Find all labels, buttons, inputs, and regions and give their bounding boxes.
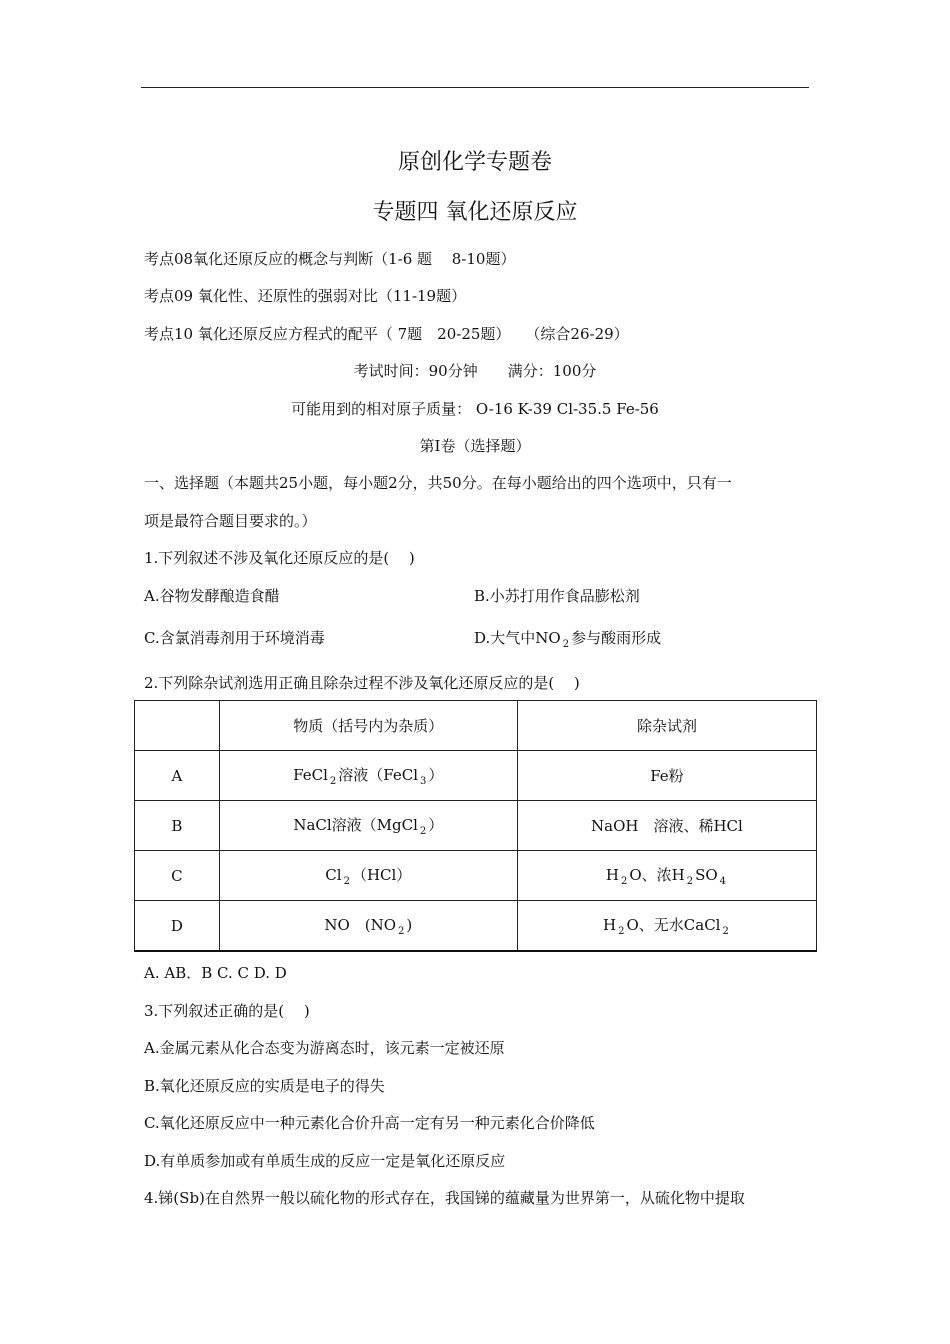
table-row bbox=[135, 851, 817, 901]
substance-cell: NaCl溶液（MgCl $_2$ ） bbox=[219, 801, 517, 851]
top-rule bbox=[141, 87, 809, 88]
reagent-cell: H $_2$ O、浓H $_2$ SO $_4$ bbox=[517, 851, 816, 901]
q3-option-c: C.氧化还原反应中一种元素化合价升高一定有另一种元素化合价降低 bbox=[144, 1114, 595, 1132]
exam-point-09: 考点09 氧化性、还原性的强弱对比（11-19题） bbox=[144, 287, 467, 305]
q3-option-b: B.氧化还原反应的实质是电子的得失 bbox=[144, 1077, 385, 1095]
exam-point-10: 考点10 氧化还原反应方程式的配平（ 7题 20-25题） （综合26-29） bbox=[144, 325, 629, 343]
doc-title: 原创化学专题卷 bbox=[397, 150, 552, 175]
row-label: C bbox=[135, 851, 220, 901]
header-reagent: 除杂试剂 bbox=[517, 701, 816, 751]
q1-stem: 1.下列叙述不涉及氧化还原反应的是( ) bbox=[144, 549, 415, 567]
reagent-cell: NaOH 溶液、稀HCl bbox=[517, 801, 816, 851]
part-title: 第I卷（选择题） bbox=[419, 437, 531, 455]
q2-options: A. AB．B C. C D. D bbox=[144, 964, 287, 982]
reagent-cell: H $_2$ O、无水CaCl $_2$ bbox=[517, 901, 816, 952]
section-instructions-1: 一、选择题（本题共25小题，每小题2分，共50分。在每小题给出的四个选项中，只有一 bbox=[144, 474, 732, 492]
row-label: B bbox=[135, 801, 220, 851]
reagent-cell: Fe粉 bbox=[517, 751, 816, 801]
row-label: A bbox=[135, 751, 220, 801]
table-cell bbox=[135, 701, 220, 751]
q2-table bbox=[134, 700, 817, 952]
doc-subtitle: 专题四 氧化还原反应 bbox=[372, 200, 578, 225]
substance-cell: Cl $_2$ （HCl） bbox=[219, 851, 517, 901]
q1-option-a: A.谷物发酵酿造食醋 bbox=[144, 587, 280, 605]
q1-option-b: B.小苏打用作食品膨松剂 bbox=[474, 587, 640, 605]
exam-time: 考试时间：90分钟 满分：100分 bbox=[353, 362, 597, 380]
section-instructions-2: 项是最符合题目要求的。） bbox=[144, 512, 317, 530]
table-row bbox=[135, 751, 817, 801]
q3-stem: 3.下列叙述正确的是( ) bbox=[144, 1002, 310, 1020]
header-substance: 物质（括号内为杂质） bbox=[219, 701, 517, 751]
q3-option-d: D.有单质参加或有单质生成的反应一定是氧化还原反应 bbox=[144, 1152, 506, 1170]
exam-point-08: 考点08氧化还原反应的概念与判断（1-6 题 8-10题） bbox=[144, 250, 516, 268]
substance-cell: NO (NO $_2$ ) bbox=[219, 901, 517, 952]
row-label: D bbox=[135, 901, 220, 952]
substance-cell: FeCl $_2$ 溶液（FeCl $_3$ ） bbox=[219, 751, 517, 801]
table-row bbox=[135, 801, 817, 851]
q4-stem: 4.锑(Sb)在自然界一般以硫化物的形式存在，我国锑的蕴藏量为世界第一，从硫化物中提取 bbox=[144, 1189, 745, 1207]
table-header-row bbox=[135, 701, 817, 751]
q1-option-c: C.含氯消毒剂用于环境消毒 bbox=[144, 629, 325, 647]
atomic-mass: 可能用到的相对原子质量： O-16 K-39 Cl-35.5 Fe-56 bbox=[291, 400, 659, 418]
q1-option-d: D.大气中NO $_2$ 参与酸雨形成 bbox=[474, 629, 662, 650]
q3-option-a: A.金属元素从化合态变为游离态时，该元素一定被还原 bbox=[144, 1039, 505, 1057]
q2-stem: 2.下列除杂试剂选用正确且除杂过程不涉及氧化还原反应的是( ) bbox=[144, 674, 580, 692]
table-row bbox=[135, 901, 817, 952]
